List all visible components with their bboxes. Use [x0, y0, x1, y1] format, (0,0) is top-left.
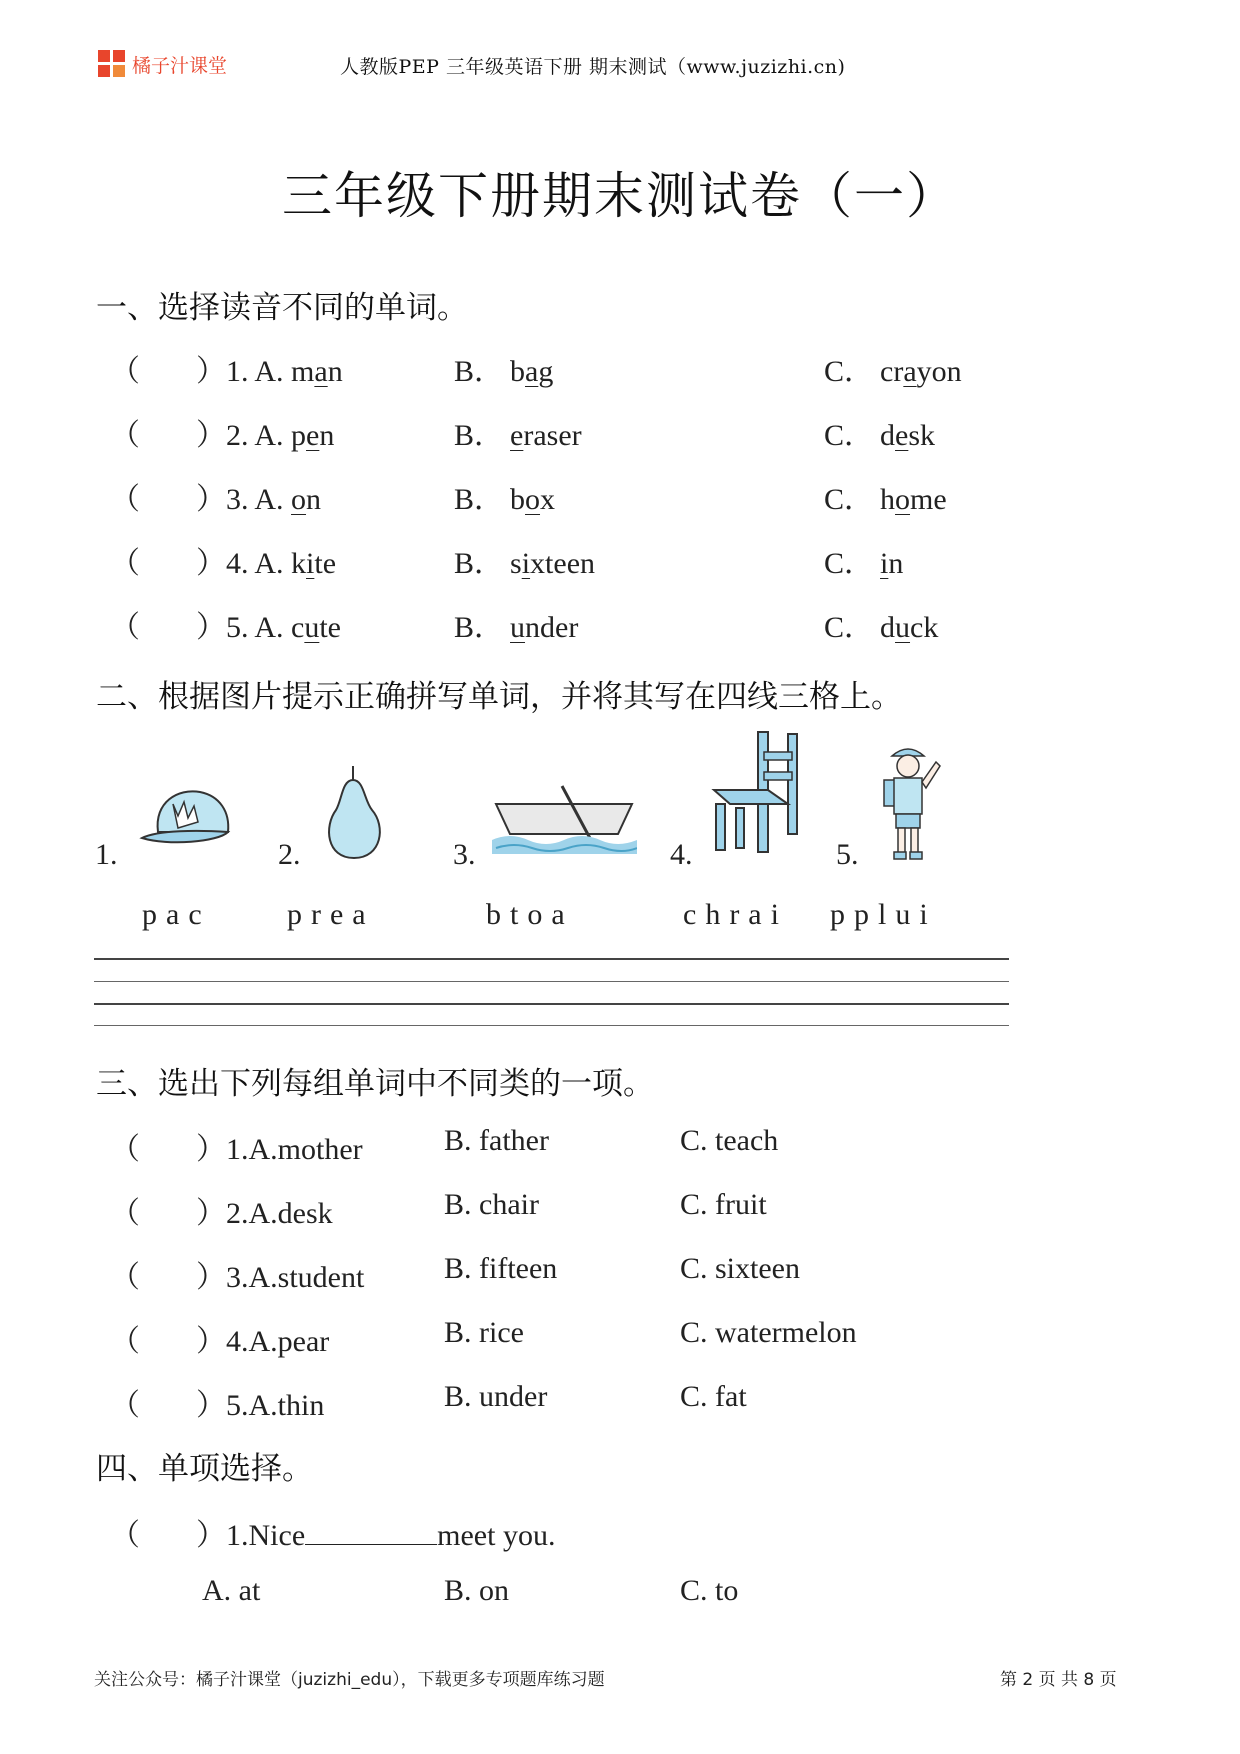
option-c[interactable]: C. fruit: [680, 1188, 767, 1221]
option-c[interactable]: C． duck: [824, 611, 939, 644]
scrambled-letters: pac: [142, 898, 211, 931]
question-row: [96, 346, 1146, 390]
option-b[interactable]: B． bag: [454, 355, 554, 388]
answer-paren[interactable]: （: [110, 1325, 140, 1358]
page-title: 三年级下册期末测试卷（一）: [282, 167, 958, 225]
option-a[interactable]: ）3.A.student: [196, 1261, 365, 1294]
brand-logo-icon: [98, 50, 126, 78]
option-b[interactable]: B. under: [444, 1380, 548, 1413]
option-a[interactable]: ）1. A. man: [196, 355, 343, 388]
option-a[interactable]: ）2.A.desk: [196, 1197, 333, 1230]
pic-number: 2.: [278, 838, 301, 871]
answer-paren[interactable]: （: [110, 547, 140, 580]
page-number: 第 2 页 共 8 页: [1000, 1670, 1117, 1690]
option-a[interactable]: A. at: [202, 1574, 261, 1607]
fill-blank[interactable]: [305, 1518, 437, 1545]
writing-line: [94, 958, 1009, 960]
option-c[interactable]: C. watermelon: [680, 1316, 857, 1349]
answer-paren[interactable]: （: [110, 355, 140, 388]
question-row: [96, 538, 1146, 582]
options-row: [96, 1574, 1146, 1618]
option-a[interactable]: ）3. A. on: [196, 483, 322, 516]
option-b[interactable]: B. father: [444, 1124, 549, 1157]
option-c[interactable]: C. to: [680, 1574, 739, 1607]
option-c[interactable]: C． in: [824, 547, 904, 580]
scrambled-letters: btoa: [486, 898, 574, 931]
section2-heading: 二、根据图片提示正确拼写单词，并将其写在四线三格上。: [96, 679, 902, 715]
question-text: [196, 1510, 555, 1554]
answer-paren[interactable]: （: [110, 1389, 140, 1422]
pear-icon: [320, 764, 390, 864]
option-c[interactable]: C. fat: [680, 1380, 747, 1413]
option-a[interactable]: ）4. A. kite: [196, 547, 337, 580]
answer-paren[interactable]: （: [110, 1133, 140, 1166]
option-b[interactable]: B． eraser: [454, 419, 582, 452]
pic-number: 4.: [670, 838, 693, 871]
option-b[interactable]: B. rice: [444, 1316, 524, 1349]
option-a[interactable]: ）5. A. cute: [196, 611, 341, 644]
answer-paren[interactable]: （: [110, 1519, 140, 1552]
question-tail: meet you.: [437, 1519, 556, 1552]
section1-heading: 一、选择读音不同的单词。: [96, 290, 468, 326]
pic-number: 5.: [836, 838, 859, 871]
boat-icon: [492, 782, 637, 862]
question-row: [96, 602, 1146, 646]
writing-line: [94, 1025, 1009, 1026]
question-row: [96, 1252, 1146, 1296]
footer-note: 关注公众号：橘子汁课堂（juzizhi_edu），下载更多专项题库练习题: [94, 1670, 605, 1690]
pupil-icon: [878, 742, 948, 864]
scrambled-letters: pplui: [830, 898, 937, 931]
question-row: [96, 1510, 1146, 1554]
pic-number: 3.: [453, 838, 476, 871]
scrambled-letters: prea: [287, 898, 375, 931]
option-a[interactable]: ）5.A.thin: [196, 1389, 325, 1422]
option-c[interactable]: C． home: [824, 483, 947, 516]
question-lead: ）1.Nice: [196, 1519, 306, 1552]
question-row: [96, 1380, 1146, 1424]
answer-paren[interactable]: （: [110, 483, 140, 516]
question-row: [96, 474, 1146, 518]
pic-number: 1.: [95, 838, 118, 871]
brand-name: 橘子汁课堂: [132, 55, 228, 77]
question-row: [96, 1316, 1146, 1360]
option-c[interactable]: C． desk: [824, 419, 936, 452]
answer-paren[interactable]: （: [110, 611, 140, 644]
question-row: [96, 1124, 1146, 1168]
cap-icon: [138, 782, 238, 852]
option-b[interactable]: B. fifteen: [444, 1252, 558, 1285]
option-b[interactable]: B. on: [444, 1574, 510, 1607]
question-row: [96, 410, 1146, 454]
writing-line: [94, 981, 1009, 982]
option-b[interactable]: B． under: [454, 611, 579, 644]
answer-paren[interactable]: （: [110, 1197, 140, 1230]
section3-heading: 三、选出下列每组单词中不同类的一项。: [96, 1066, 654, 1102]
option-a[interactable]: ）1.A.mother: [196, 1133, 363, 1166]
writing-line: [94, 1003, 1009, 1005]
option-c[interactable]: C. sixteen: [680, 1252, 800, 1285]
answer-paren[interactable]: （: [110, 1261, 140, 1294]
option-b[interactable]: B． sixteen: [454, 547, 596, 580]
option-b[interactable]: B． box: [454, 483, 556, 516]
option-c[interactable]: C． crayon: [824, 355, 962, 388]
option-a[interactable]: ）2. A. pen: [196, 419, 335, 452]
question-row: [96, 1188, 1146, 1232]
header-title: 人教版PEP 三年级英语下册 期末测试（www.juzizhi.cn): [340, 56, 846, 78]
section4-heading: 四、单项选择。: [96, 1451, 313, 1487]
option-c[interactable]: C. teach: [680, 1124, 779, 1157]
answer-paren[interactable]: （: [110, 419, 140, 452]
chair-icon: [708, 728, 804, 858]
option-a[interactable]: ）4.A.pear: [196, 1325, 330, 1358]
option-b[interactable]: B. chair: [444, 1188, 539, 1221]
scrambled-letters: chrai: [683, 898, 788, 931]
